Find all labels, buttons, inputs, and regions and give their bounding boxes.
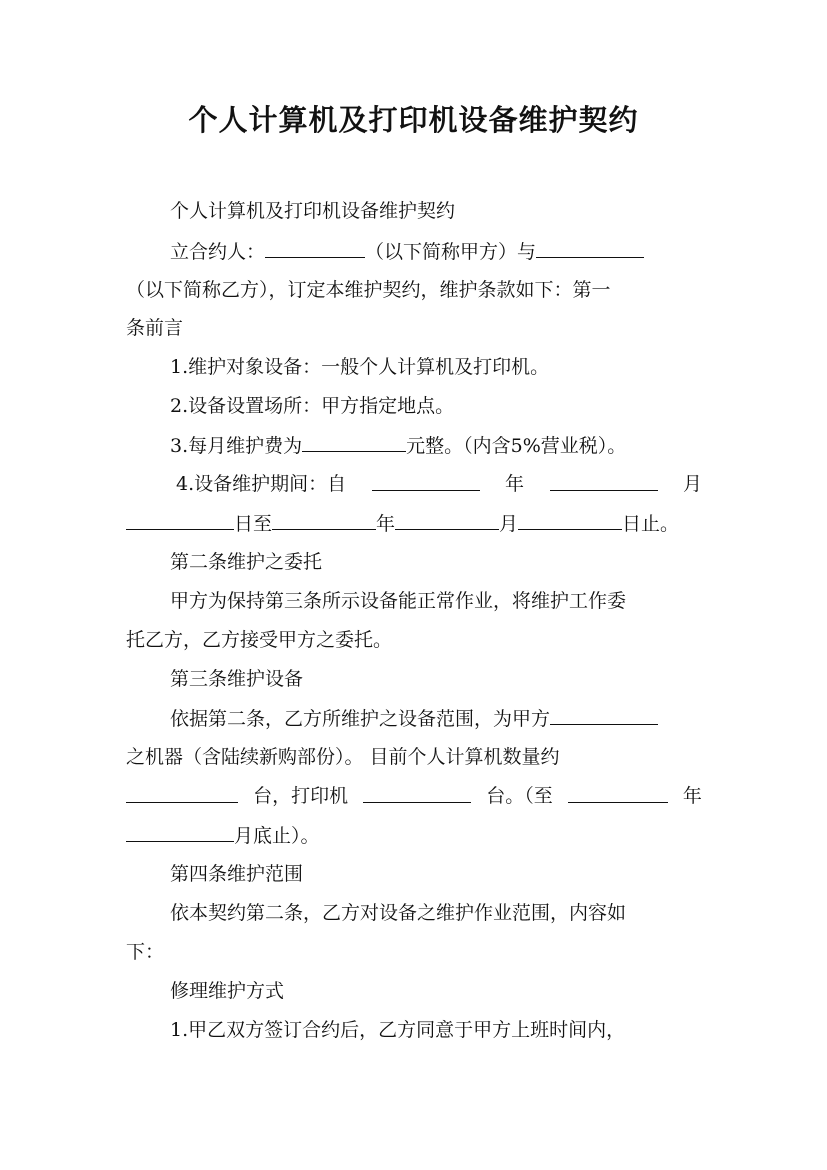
printer-label: 台，打印机: [253, 785, 349, 807]
article-three-body-1: [170, 704, 658, 733]
end-day-blank: [518, 509, 622, 530]
period-month-blank: [550, 470, 658, 491]
until-text: 台。（至: [486, 785, 553, 807]
period-to-text: 日至: [234, 513, 273, 535]
clause-location: 2.设备设置场所：甲方指定地点。: [170, 395, 455, 417]
party-a-blank: [265, 237, 365, 258]
fee-suffix: 元整。（内含5%营业税）。: [406, 435, 627, 457]
end-month-text: 月: [499, 513, 519, 535]
until-month-text: 月底止）。: [234, 825, 320, 847]
end-month-blank: [395, 509, 499, 530]
clause-fee: [170, 431, 626, 460]
article-three-heading: 第三条维护设备: [170, 668, 304, 690]
fee-label: 3.每月维护费为: [170, 435, 303, 457]
end-day-text: 日止。: [622, 513, 680, 535]
article-four-body-1: 依本契约第二条，乙方对设备之维护作业范围，内容如: [170, 902, 627, 924]
scope-blank: [550, 704, 658, 725]
party-b-blank: [536, 237, 644, 258]
period-year-text: 年: [505, 473, 525, 495]
article-two-body-1: 甲方为保持第三条所示设备能正常作业，将维护工作委: [170, 590, 627, 612]
scope-text: 依据第二条，乙方所维护之设备范围，为甲方: [170, 708, 551, 730]
period-end-line: [126, 509, 679, 538]
preamble-line: （以下简称乙方），订定本维护契约，维护条款如下：第一: [126, 279, 611, 301]
until-month-blank: [126, 821, 234, 842]
end-year-text: 年: [376, 513, 396, 535]
pc-count-blank: [126, 782, 238, 803]
parties-line: [170, 237, 644, 266]
period-year-blank: [372, 470, 480, 491]
article-four-heading: 第四条维护范围: [170, 863, 304, 885]
until-year-blank: [568, 782, 668, 803]
period-day-blank: [126, 509, 234, 530]
repair-method-clause-1: 1.甲乙双方签订合约后，乙方同意于甲方上班时间内，: [170, 1019, 626, 1041]
period-label: 4.设备维护期间：自: [176, 473, 347, 495]
article-two-body-2: 托乙方，乙方接受甲方之委托。: [126, 629, 393, 651]
document-title: 个人计算机及打印机设备维护契约: [188, 103, 639, 137]
printer-count-blank: [363, 782, 471, 803]
contract-subtitle: 个人计算机及打印机设备维护契约: [170, 200, 456, 222]
period-month-text: 月: [682, 473, 702, 495]
party-a-text: （以下简称甲方）与: [365, 241, 537, 263]
end-year-blank: [272, 509, 376, 530]
fee-blank: [302, 431, 406, 452]
article-three-body-3: [126, 782, 702, 810]
article-one-heading: 条前言: [126, 317, 184, 339]
article-four-body-2: 下：: [126, 941, 165, 963]
article-three-body-2: 之机器（含陆续新购部份）。 目前个人计算机数量约: [126, 746, 560, 768]
article-three-body-4: [126, 821, 320, 850]
repair-method-heading: 修理维护方式: [170, 980, 285, 1002]
article-two-heading: 第二条维护之委托: [170, 551, 323, 573]
clause-period: [176, 470, 702, 498]
parties-label: 立合约人：: [170, 241, 266, 263]
clause-equipment: 1.维护对象设备：一般个人计算机及打印机。: [170, 356, 550, 378]
until-year-text: 年: [682, 785, 702, 807]
